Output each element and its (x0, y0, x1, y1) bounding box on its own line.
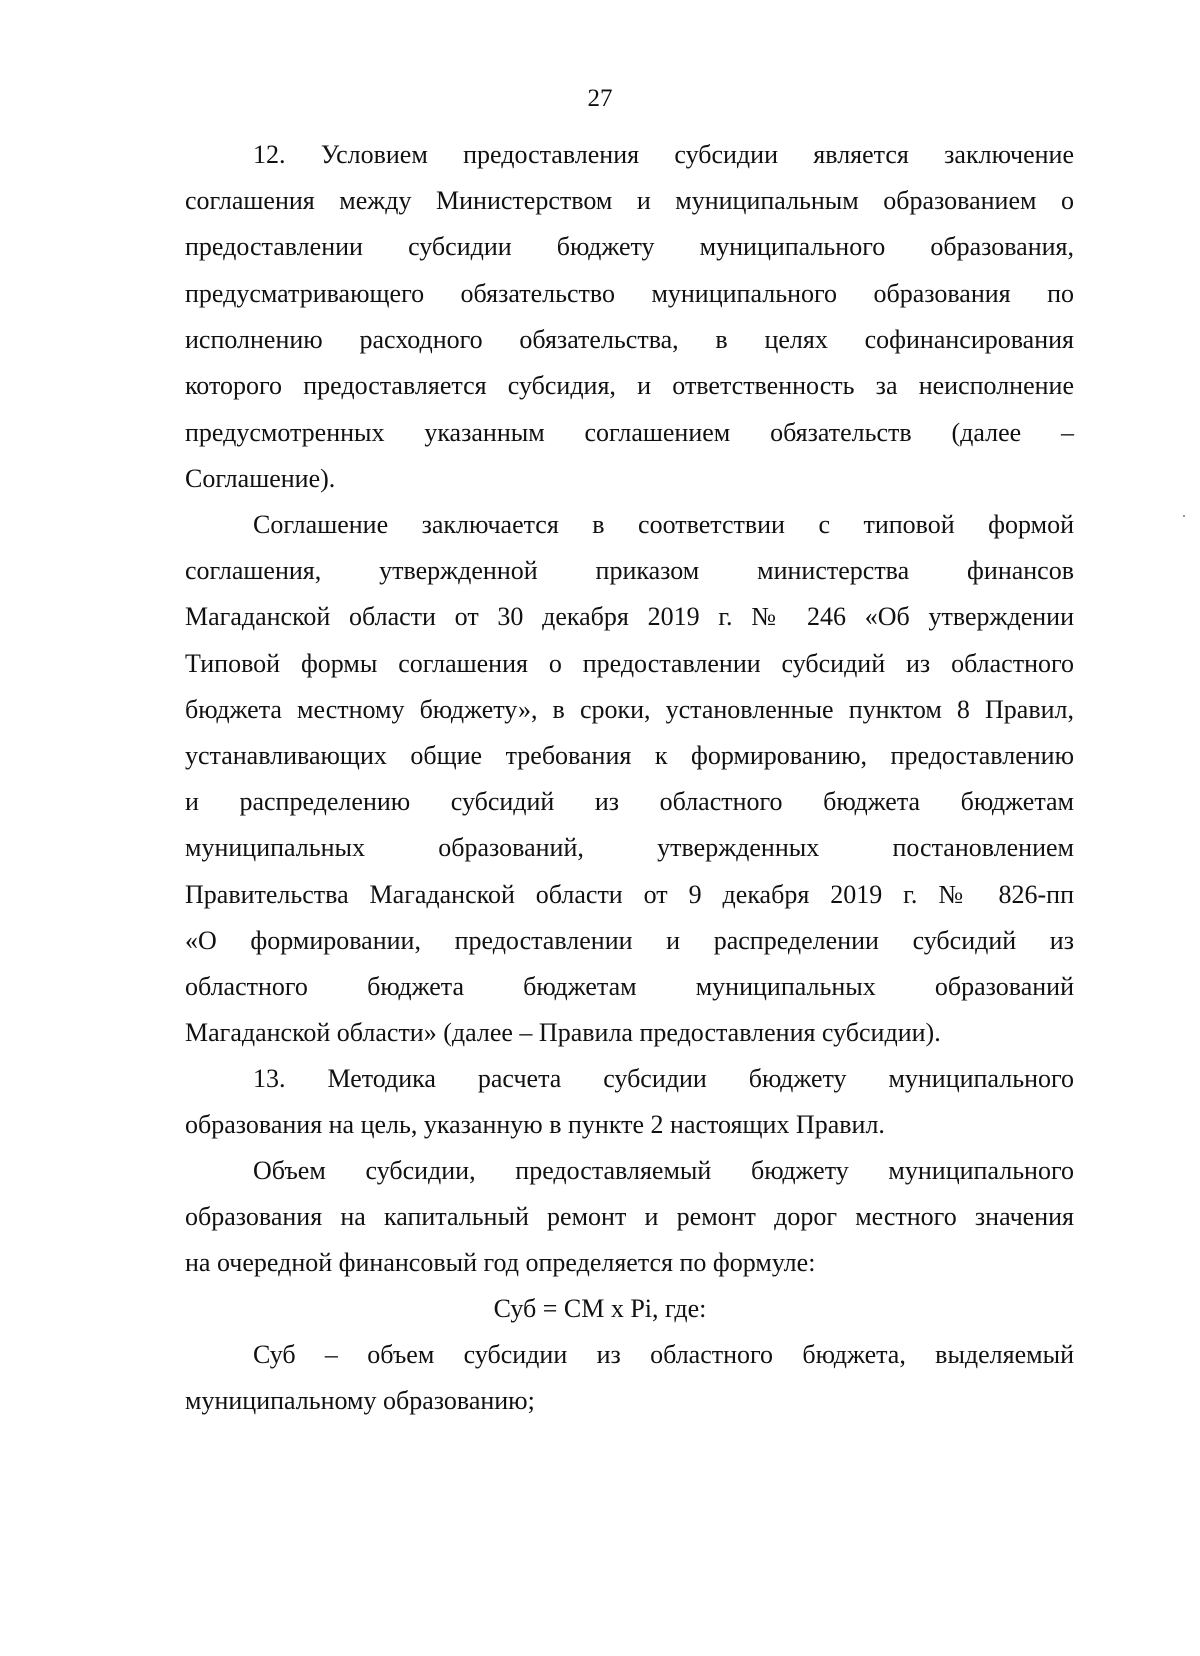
paragraph-line: Соглашение). (185, 464, 336, 493)
paragraph-line: которого предоставляется субсидия, и ответственность за неисполнение (185, 371, 1074, 400)
paragraph-line: и распределению субсидий из областного бюджета бюджетам (185, 787, 1074, 816)
paragraph-line: муниципальному образованию; (185, 1386, 535, 1415)
scan-speck (1183, 515, 1185, 517)
paragraph-line: соглашения между Министерством и муниципальным образованием о (185, 186, 1074, 215)
formula: Суб = СМ х Рi, где: (493, 1294, 707, 1323)
paragraph-line: образования на капитальный ремонт и ремонт дорог местного значения (185, 1202, 1074, 1231)
paragraph-line: областного бюджета бюджетам муниципальных образований (185, 972, 1074, 1001)
paragraph-line: «О формировании, предоставлении и распределении субсидий из (185, 926, 1074, 955)
paragraph-line: устанавливающих общие требования к формированию, предоставлению (185, 741, 1074, 770)
paragraph-line: 12. Условием предоставления субсидии является заключение (253, 140, 1074, 169)
paragraph-line: Соглашение заключается в соответствии с типовой формой (253, 510, 1074, 539)
paragraph-line: Типовой формы соглашения о предоставлении субсидий из областного (185, 649, 1074, 678)
paragraph-line: на очередной финансовый год определяется по формуле: (185, 1248, 816, 1277)
paragraph-line: бюджета местному бюджету», в сроки, установленные пунктом 8 Правил, (185, 695, 1074, 724)
paragraph-line: образования на цель, указанную в пункте 2 настоящих Правил. (185, 1110, 885, 1139)
paragraph-line: Правительства Магаданской области от 9 декабря 2019 г. № 826-пп (185, 880, 1074, 909)
paragraph-line: предусматривающего обязательство муниципального образования по (185, 279, 1074, 308)
paragraph-line: Магаданской области от 30 декабря 2019 г. № 246 «Об утверждении (185, 602, 1074, 631)
paragraph-line: Объем субсидии, предоставляемый бюджету муниципального (253, 1156, 1074, 1185)
paragraph-line: муниципальных образований, утвержденных постановлением (185, 833, 1074, 862)
paragraph-line: исполнению расходного обязательства, в целях софинансирования (185, 325, 1074, 354)
paragraph-line: Суб – объем субсидии из областного бюджета, выделяемый (253, 1340, 1074, 1369)
paragraph-line: 13. Методика расчета субсидии бюджету муниципального (253, 1064, 1074, 1093)
page-number: 27 (587, 85, 613, 112)
paragraph-line: Магаданской области» (далее – Правила предоставления субсидии). (185, 1018, 941, 1047)
paragraph-line: предоставлении субсидии бюджету муниципального образования, (185, 232, 1074, 261)
paragraph-line: предусмотренных указанным соглашением обязательств (далее – (185, 418, 1074, 447)
paragraph-line: соглашения, утвержденной приказом министерства финансов (185, 556, 1074, 585)
